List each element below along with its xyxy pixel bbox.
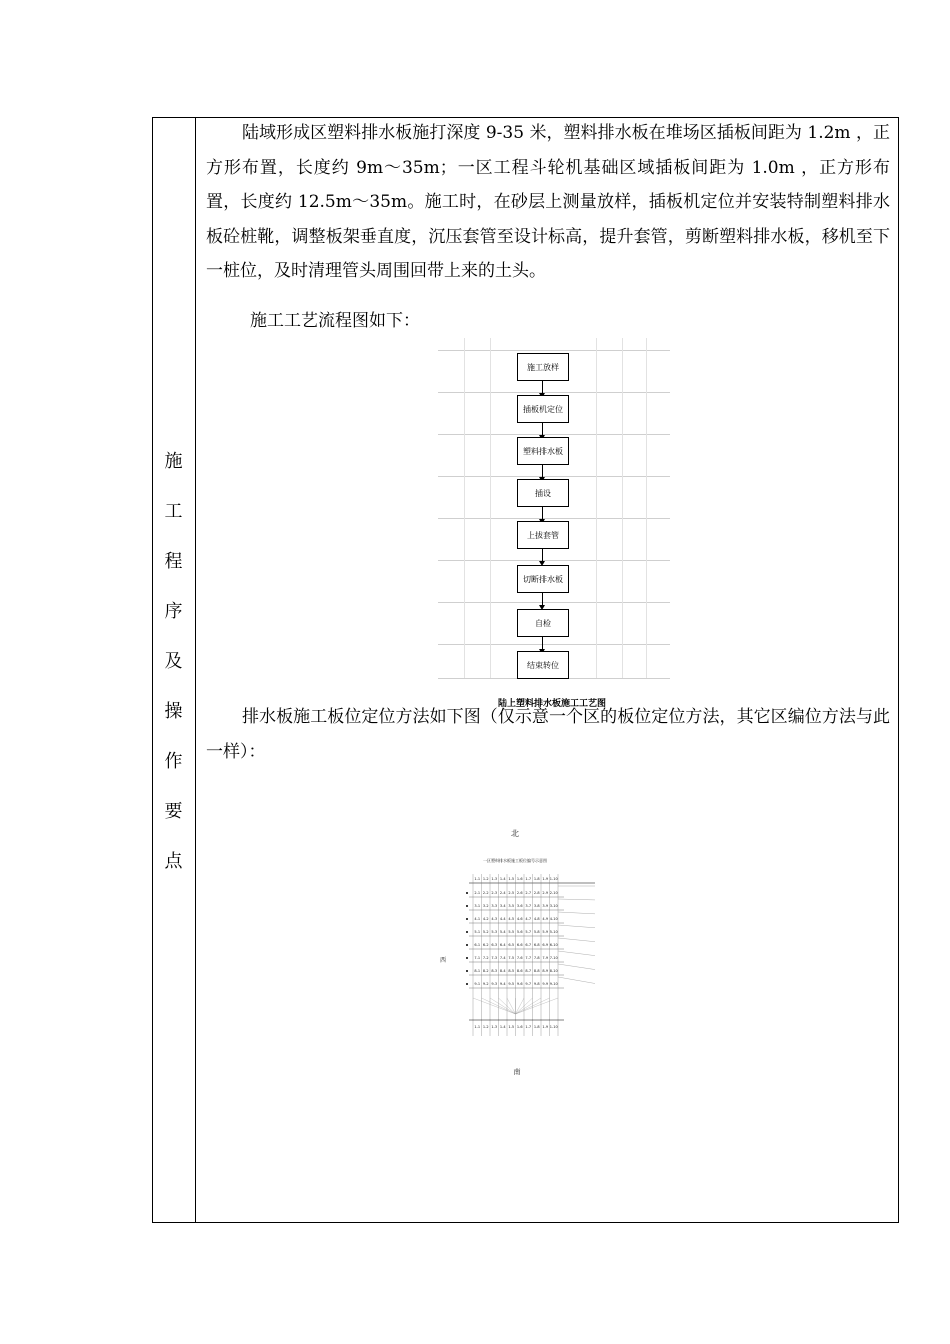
board-layout-diagram [435, 822, 595, 1082]
board-number: 3-6 [516, 904, 523, 908]
board-number: 2-8 [533, 891, 540, 895]
board-number: 7-6 [516, 956, 523, 960]
board-number: 4-7 [525, 917, 532, 921]
flow-step: 施工放样 [517, 353, 569, 381]
board-number: 6-2 [482, 943, 489, 947]
board-number: 1-9 [542, 1025, 549, 1029]
board-number: 1-1 [474, 877, 481, 881]
grid-line [438, 476, 670, 477]
board-number: 9-4 [499, 982, 506, 986]
board-layout-svg [435, 822, 595, 1082]
board-number: 7-7 [525, 956, 532, 960]
board-number: 7-5 [508, 956, 515, 960]
board-number: 7-8 [533, 956, 540, 960]
board-number: 4-8 [533, 917, 540, 921]
board-number: 6-8 [533, 943, 540, 947]
board-number: 6-10 [549, 943, 558, 947]
board-number: 6-6 [516, 943, 523, 947]
board-number: 9-6 [516, 982, 523, 986]
board-number: 1-9 [542, 877, 549, 881]
board-number: 5-7 [525, 930, 532, 934]
leader-line [507, 998, 516, 1014]
board-number: 2-7 [525, 891, 532, 895]
row-marker [466, 918, 468, 920]
flow-step: 结束转位 [517, 651, 569, 679]
board-number: 1-1 [474, 1025, 481, 1029]
section-label-char: 要 [164, 801, 183, 822]
grid-line [464, 338, 465, 678]
board-number: 8-9 [542, 969, 549, 973]
board-number: 9-9 [542, 982, 549, 986]
leader-line [473, 998, 516, 1014]
board-number: 1-10 [549, 1025, 558, 1029]
board-number: 7-3 [491, 956, 498, 960]
grid-line [438, 350, 670, 351]
board-number: 5-2 [482, 930, 489, 934]
flow-step: 上拔套管 [517, 521, 569, 549]
board-number: 1-8 [533, 877, 540, 881]
board-number: 1-7 [525, 877, 532, 881]
board-number: 8-4 [499, 969, 506, 973]
board-number: 1-3 [491, 1025, 498, 1029]
flow-arrow [542, 465, 543, 479]
board-number: 9-1 [474, 982, 481, 986]
board-number: 6-3 [491, 943, 498, 947]
board-number: 7-10 [549, 956, 558, 960]
board-number: 8-8 [533, 969, 540, 973]
board-number: 3-5 [508, 904, 515, 908]
plan-title: 一区塑料排水板施工板位编号示意图 [483, 858, 547, 863]
row-marker [466, 944, 468, 946]
leader-line [558, 964, 595, 970]
board-number: 8-1 [474, 969, 481, 973]
board-number: 4-5 [508, 917, 515, 921]
board-number: 3-10 [549, 904, 558, 908]
grid-line [438, 518, 670, 519]
row-marker [466, 905, 468, 907]
board-number: 7-9 [542, 956, 549, 960]
flow-arrow [542, 507, 543, 521]
board-number: 1-4 [499, 1025, 506, 1029]
row-marker [466, 892, 468, 894]
leader-line [558, 912, 595, 914]
board-number: 3-3 [491, 904, 498, 908]
board-number: 8-10 [549, 969, 558, 973]
leader-line [558, 899, 595, 900]
board-number: 1-5 [508, 1025, 515, 1029]
board-number: 1-6 [516, 1025, 523, 1029]
section-label-char: 及 [164, 651, 183, 672]
grid-line [438, 392, 670, 393]
section-label-char: 程 [164, 551, 183, 572]
grid-line [438, 602, 670, 603]
board-number: 8-6 [516, 969, 523, 973]
board-number: 2-9 [542, 891, 549, 895]
board-number: 9-10 [549, 982, 558, 986]
board-number: 7-1 [474, 956, 481, 960]
board-number: 5-5 [508, 930, 515, 934]
board-number: 8-3 [491, 969, 498, 973]
board-number: 2-5 [508, 891, 515, 895]
grid-line [438, 644, 670, 645]
section-label-char: 操 [164, 701, 183, 722]
board-number: 4-4 [499, 917, 506, 921]
row-marker [466, 931, 468, 933]
west-label: 西 [439, 957, 447, 964]
flow-step: 插设 [517, 479, 569, 507]
flow-arrow [542, 423, 543, 437]
board-number: 8-2 [482, 969, 489, 973]
board-number: 7-2 [482, 956, 489, 960]
flow-step: 切断排水板 [517, 565, 569, 593]
board-number: 8-7 [525, 969, 532, 973]
flow-step: 自检 [517, 609, 569, 637]
board-number: 1-2 [482, 1025, 489, 1029]
board-number: 1-7 [525, 1025, 532, 1029]
flow-step: 插板机定位 [517, 395, 569, 423]
board-number: 5-1 [474, 930, 481, 934]
board-number: 4-10 [549, 917, 558, 921]
leader-line [558, 925, 595, 928]
south-label: 南 [513, 1068, 521, 1076]
board-number: 2-2 [482, 891, 489, 895]
grid-line [596, 338, 597, 678]
flow-arrow [542, 381, 543, 395]
board-number: 5-4 [499, 930, 506, 934]
board-number: 1-5 [508, 877, 515, 881]
board-number: 9-7 [525, 982, 532, 986]
board-number: 3-1 [474, 904, 481, 908]
flow-arrow [542, 637, 543, 651]
leader-line [558, 977, 595, 984]
leader-line [516, 998, 525, 1014]
leader-line [558, 938, 595, 942]
section-label-char: 工 [164, 501, 183, 522]
grid-line [646, 338, 647, 678]
board-number: 4-1 [474, 917, 481, 921]
board-number: 1-3 [491, 877, 498, 881]
board-number: 5-9 [542, 930, 549, 934]
flow-arrow [542, 593, 543, 607]
board-number: 3-4 [499, 904, 506, 908]
board-number: 2-3 [491, 891, 498, 895]
board-number: 3-2 [482, 904, 489, 908]
board-number: 1-6 [516, 877, 523, 881]
board-number: 6-1 [474, 943, 481, 947]
row-marker [466, 983, 468, 985]
board-number: 9-8 [533, 982, 540, 986]
flowchart-caption: 陆上塑料排水板施工工艺图 [498, 699, 607, 709]
column-divider [195, 117, 196, 1223]
board-number: 6-7 [525, 943, 532, 947]
board-number: 5-8 [533, 930, 540, 934]
board-number: 1-2 [482, 877, 489, 881]
grid-line [438, 560, 670, 561]
board-number: 2-6 [516, 891, 523, 895]
board-number: 9-2 [482, 982, 489, 986]
board-number: 6-4 [499, 943, 506, 947]
board-number: 5-10 [549, 930, 558, 934]
board-number: 3-8 [533, 904, 540, 908]
flowchart-intro: 施工工艺流程图如下： [250, 311, 420, 331]
board-number: 4-9 [542, 917, 549, 921]
flow-arrow [542, 549, 543, 563]
board-number: 3-9 [542, 904, 549, 908]
board-number: 1-8 [533, 1025, 540, 1029]
section-label-char: 序 [164, 601, 183, 622]
grid-line [490, 338, 491, 678]
board-number: 1-10 [549, 877, 558, 881]
board-number: 5-6 [516, 930, 523, 934]
flow-step: 塑料排水板 [517, 437, 569, 465]
positioning-method-intro: 排水板施工板位定位方法如下图（仅示意一个区的板位定位方法，其它区编位方法与此一样）： [206, 707, 890, 762]
board-number: 1-4 [499, 877, 506, 881]
north-label: 北 [511, 829, 519, 838]
section-label [152, 437, 195, 887]
row-marker [466, 957, 468, 959]
section-label-char: 施 [164, 451, 183, 472]
board-number: 2-1 [474, 891, 481, 895]
board-number: 3-7 [525, 904, 532, 908]
grid-line [622, 338, 623, 678]
board-number: 5-3 [491, 930, 498, 934]
board-number: 2-10 [549, 891, 558, 895]
board-number: 9-5 [508, 982, 515, 986]
leader-line [516, 998, 559, 1014]
board-number: 4-2 [482, 917, 489, 921]
section-label-char: 作 [164, 751, 183, 772]
board-number: 4-6 [516, 917, 523, 921]
grid-line [438, 434, 670, 435]
construction-description: 陆域形成区塑料排水板施打深度 9-35 米，塑料排水板在堆场区插板间距为 1.2m ，正方形布置，长度约 9m～35m；一区工程斗轮机基础区域插板间距为 1.0m ，正方形布置，长度约 12.5m～35m。施工时，在砂层上测量放样，插板机定位并安装特制塑料排水板砼桩靴，调整板架垂直度，沉压套管至设计标高，提升套管，剪断塑料排水板，移机至下一桩位，及时清理管头周围回带上来的土头。 [206, 123, 890, 282]
board-number: 7-4 [499, 956, 506, 960]
leader-line [558, 951, 595, 956]
board-number: 6-5 [508, 943, 515, 947]
process-flowchart [438, 338, 670, 710]
board-number: 8-5 [508, 969, 515, 973]
board-number: 2-4 [499, 891, 506, 895]
row-marker [466, 970, 468, 972]
board-number: 4-3 [491, 917, 498, 921]
board-number: 9-3 [491, 982, 498, 986]
section-label-char: 点 [164, 851, 183, 872]
board-number: 6-9 [542, 943, 549, 947]
